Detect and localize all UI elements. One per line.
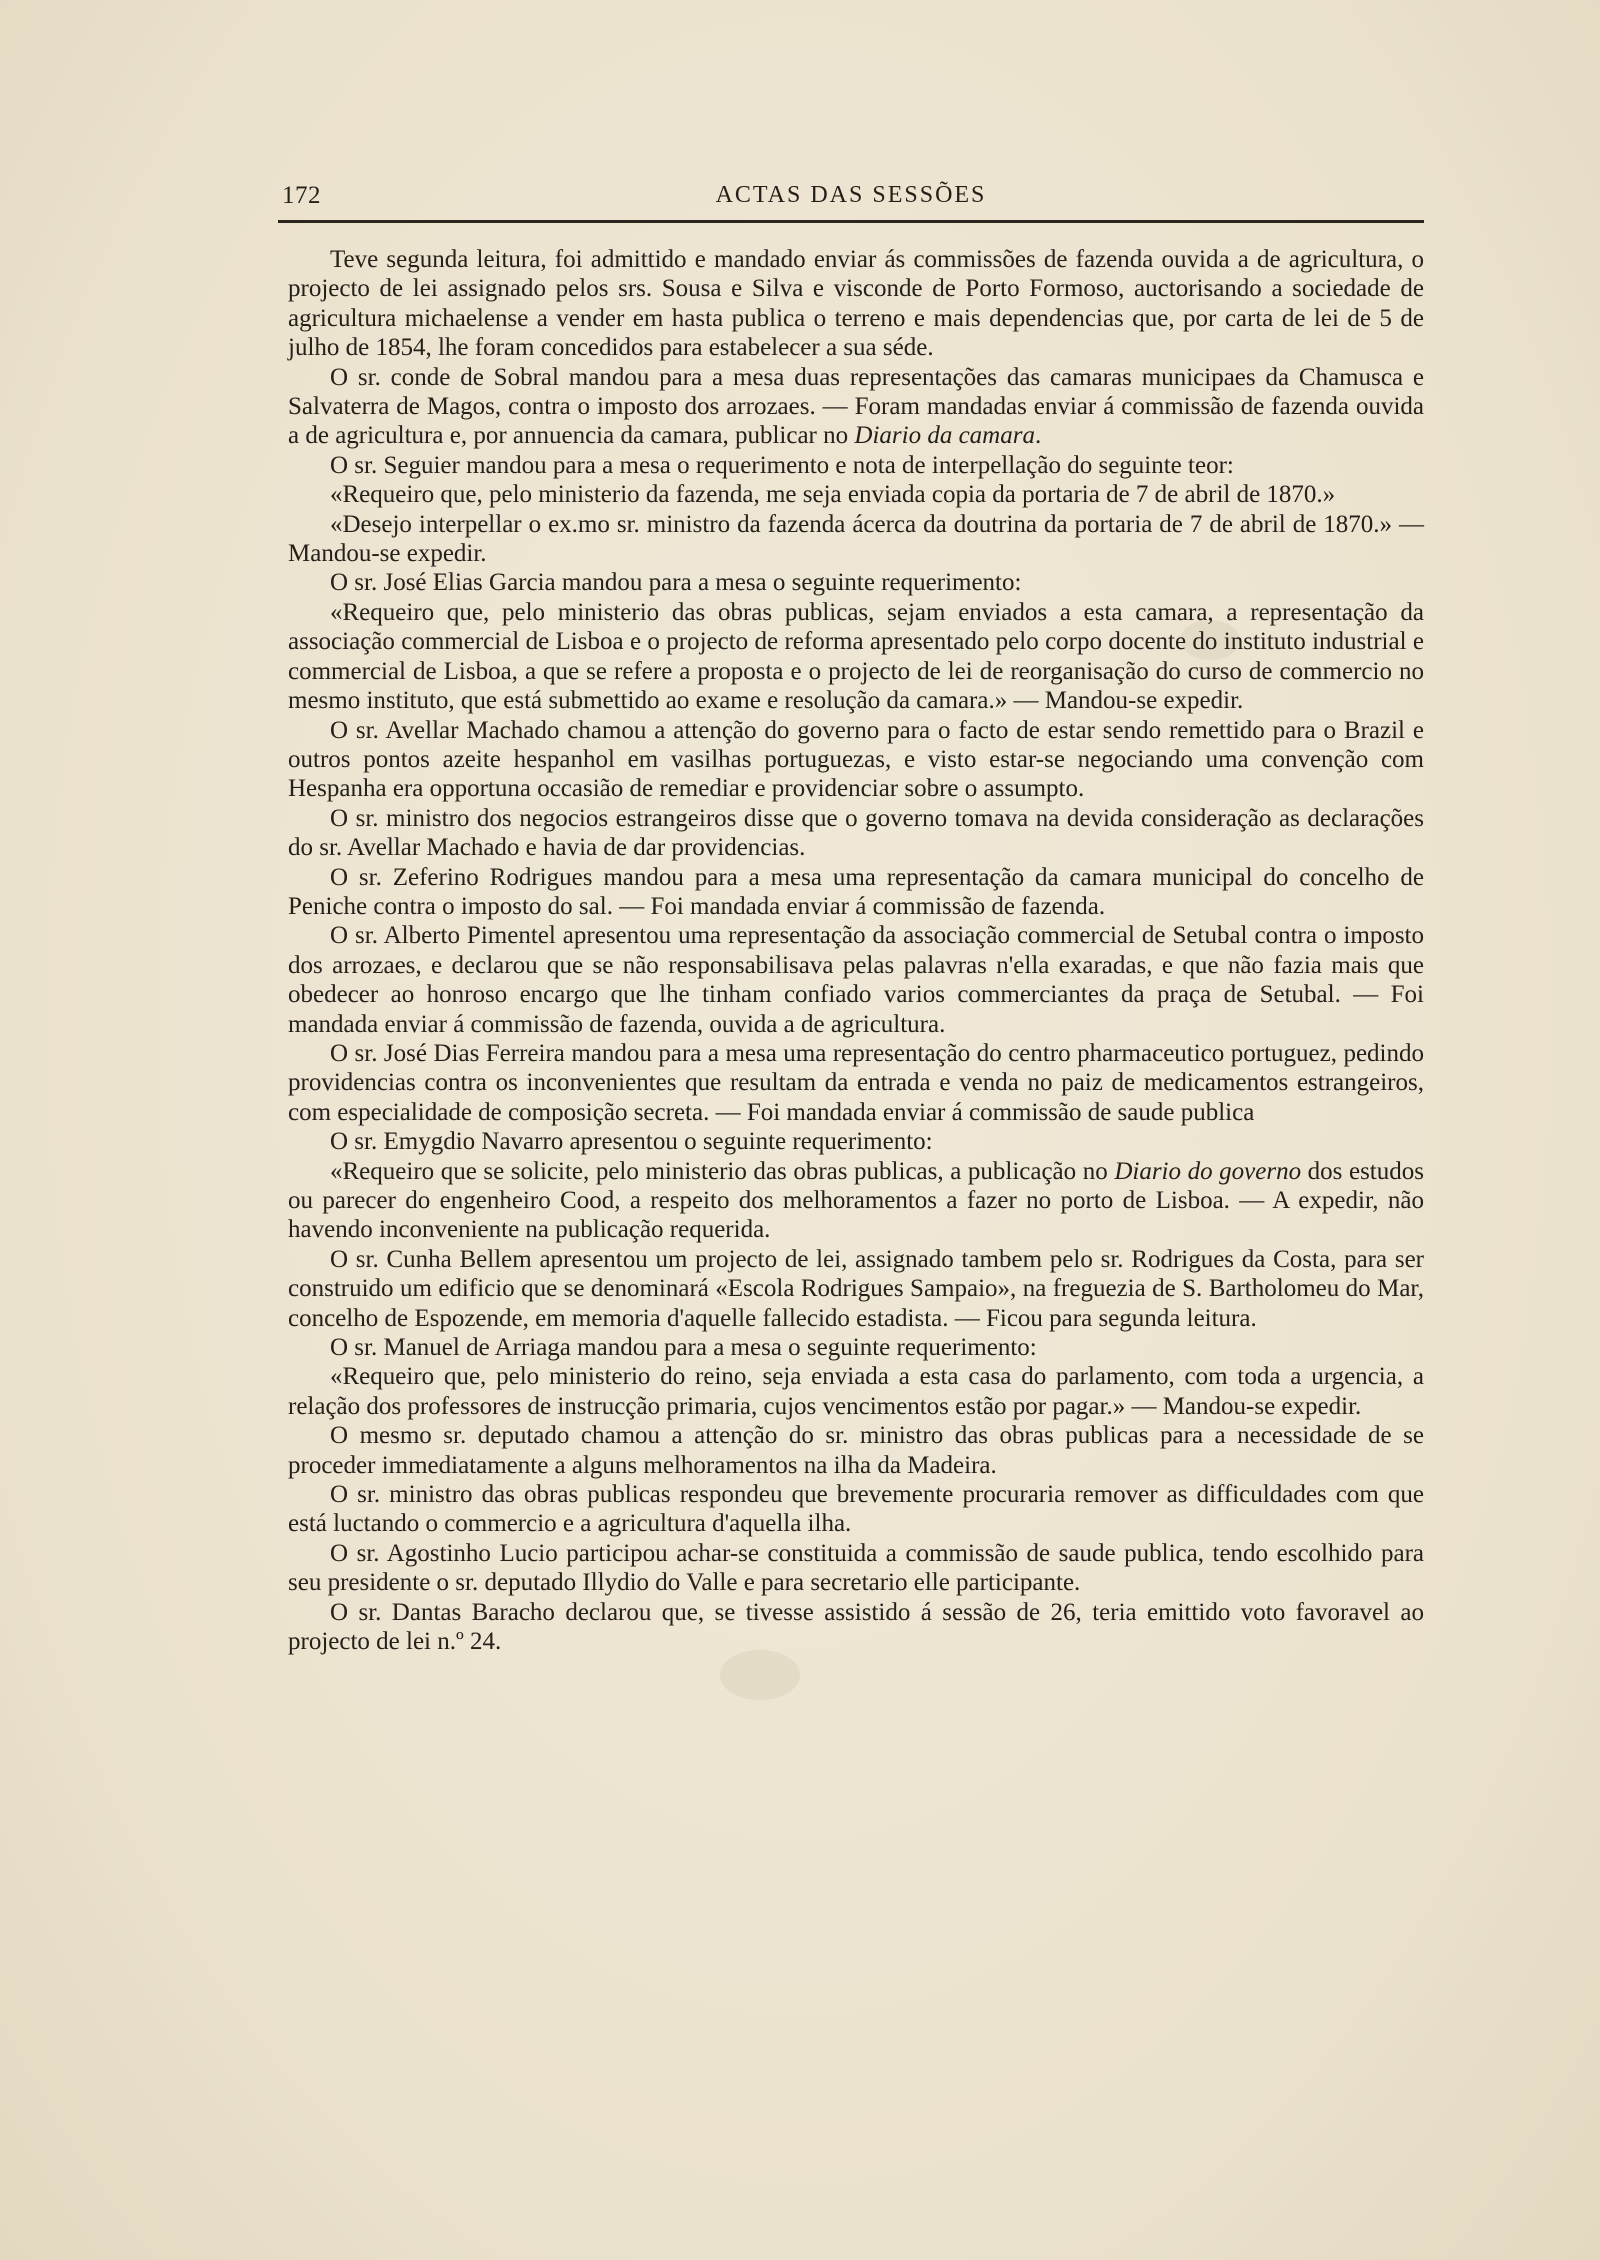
paragraph: O sr. ministro dos negocios estrangeiros disse que o governo tomava na devida consideração as declarações do sr. Avellar Machado e havia de dar providencias. (288, 804, 1424, 862)
paragraph: O sr. Cunha Bellem apresentou um projecto de lei, assignado tambem pelo sr. Rodrigues da Costa, para ser construido um edificio que se denominará «Escola Rodrigues Sampaio», na freguezia de S. Bartholomeu do Mar, concelho de Espozende, em memoria d'aquelle fallecido estadista. — Ficou para segunda leitura. (288, 1245, 1424, 1332)
paragraph: O sr. Emygdio Navarro apresentou o seguinte requerimento: (330, 1128, 933, 1156)
paragraph: O mesmo sr. deputado chamou a attenção do sr. ministro das obras publicas para a necessidade de se proceder immediatamente a alguns melhoramentos na ilha da Madeira. (288, 1422, 1424, 1479)
running-head: ACTAS DAS SESSÕES (715, 182, 987, 208)
body-text (288, 245, 1424, 1657)
paragraph: O sr. Manuel de Arriaga mandou para a mesa o seguinte requerimento: (330, 1334, 1037, 1362)
paragraph: O sr. Zeferino Rodrigues mandou para a mesa uma representação da camara municipal do concelho de Peniche contra o imposto do sal. — Foi mandada enviar á commissão de fazenda. (288, 863, 1424, 920)
paragraph: O sr. José Elias Garcia mandou para a mesa o seguinte requerimento: (330, 569, 1022, 597)
paragraph: «Requeiro que, pelo ministerio do reino, seja enviada a esta casa do parlamento, com toda a urgencia, a relação dos professores de instrucção primaria, cujos vencimentos estão por pagar.» — Mandou-se expedir. (288, 1363, 1424, 1420)
page-number: 172 (282, 182, 321, 209)
paragraph: «Requeiro que, pelo ministerio da fazenda, me seja enviada copia da portaria de 7 de abril de 1870.» (330, 481, 1336, 509)
paragraph: O sr. Avellar Machado chamou a attenção do governo para o facto de estar sendo remettido para o Brazil e outros pontos azeite hespanhol em vasilhas portuguezas, e visto estar-se negociando uma convenção com Hespanha era opportuna occasião de remediar e providenciar sobre o assumpto. (288, 716, 1424, 803)
paragraph: O sr. conde de Sobral mandou para a mesa duas representações das camaras municipaes da Chamusca e Salvaterra de Magos, contra o imposto dos arrozaes. — Foram mandadas enviar á commissão de fazenda ouvida a de agricultura e, por annuencia da camara, publicar no Diario da camara. (288, 363, 1424, 450)
paragraph: O sr. Dantas Baracho declarou que, se tivesse assistido á sessão de 26, teria emittido voto favoravel ao projecto de lei n.º 24. (288, 1598, 1424, 1656)
paragraph: O sr. José Dias Ferreira mandou para a mesa uma representação do centro pharmaceutico portuguez, pedindo providencias contra os inconvenientes que resultam da entrada e venda no paiz de medicamentos estrangeiros, com especialidade de composição secreta. — Foi mandada enviar á commissão de saude publica (288, 1039, 1424, 1126)
header-rule (278, 220, 1424, 223)
paragraph: «Requeiro que, pelo ministerio das obras publicas, sejam enviados a esta camara, a representação da associação commercial de Lisboa e o projecto de reforma apresentado pelo corpo docente do instituto industrial e commercial de Lisboa, a que se refere a proposta e o projecto de lei de reorganisação do curso de commercio no mesmo instituto, que está submettido ao exame e resolução da camara.» — Mandou-se expedir. (288, 598, 1424, 715)
paragraph: «Desejo interpellar o ex.mo sr. ministro da fazenda ácerca da doutrina da portaria de 7 de abril de 1870.» — Mandou-se expedir. (288, 510, 1424, 568)
paragraph: O sr. Agostinho Lucio participou achar-se constituida a commissão de saude publica, tendo escolhido para seu presidente o sr. deputado Illydio do Valle e para secretario elle participante. (288, 1539, 1424, 1597)
paragraph: O sr. Alberto Pimentel apresentou uma representação da associação commercial de Setubal contra o imposto dos arrozaes, e declarou que se não responsabilisava pelas palavras n'ella exaradas, e que não fazia mais que obedecer ao honroso encargo que lhe tinham confiado varios commerciantes da praça de Setubal. — Foi mandada enviar á commissão de fazenda, ouvida a de agricultura. (288, 922, 1424, 1038)
italic-title: Diario da camara (854, 422, 1035, 450)
paper-stain (720, 1650, 800, 1700)
paragraph: O sr. ministro das obras publicas respondeu que brevemente procuraria remover as difficuldades com que está luctando o commercio e a agricultura d'aquella ilha. (288, 1481, 1424, 1538)
paragraph: «Requeiro que se solicite, pelo ministerio das obras publicas, a publicação no Diario do governo dos estudos ou parecer do engenheiro Cood, a respeito dos melhoramentos a fazer no porto de Lisboa. — A expedir, não havendo inconveniente na publicação requerida. (288, 1157, 1424, 1244)
page-header (278, 178, 1424, 214)
paragraph: Teve segunda leitura, foi admittido e mandado enviar ás commissões de fazenda ouvida a de agricultura, o projecto de lei assignado pelos srs. Sousa e Silva e visconde de Porto Formoso, auctorisando a sociedade de agricultura michaelense a vender em hasta publica o terreno e mais dependencias que, por carta de lei de 5 de julho de 1854, lhe foram concedidos para estabelecer a sua séde. (288, 246, 1424, 362)
italic-title: Diario do governo (1114, 1157, 1302, 1185)
paragraph: O sr. Seguier mandou para a mesa o requerimento e nota de interpellação do seguinte teor: (330, 451, 1234, 479)
